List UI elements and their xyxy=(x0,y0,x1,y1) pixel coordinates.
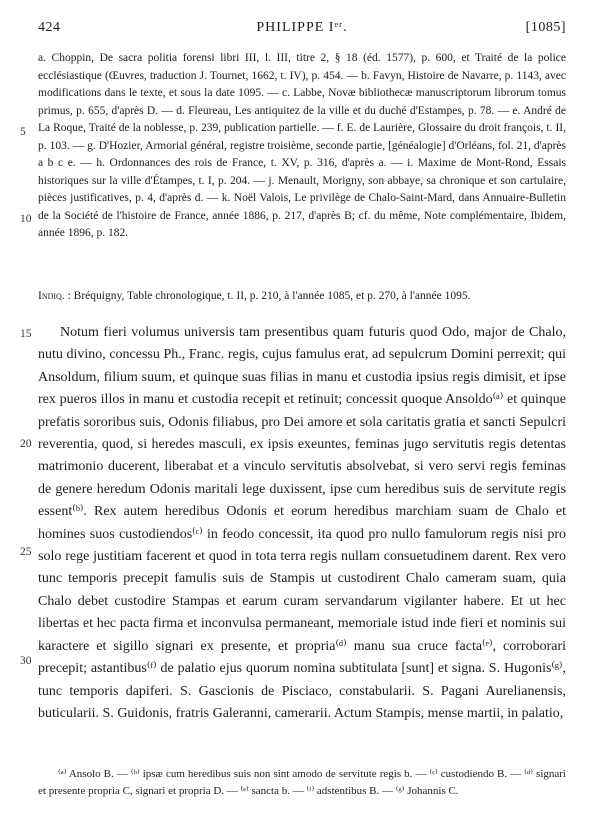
running-year: [1085] xyxy=(525,20,566,35)
indications xyxy=(38,288,566,305)
page-number: 424 xyxy=(38,20,61,35)
running-title: PHILIPPE Iᵉʳ. xyxy=(256,20,348,35)
indications-text: Bréquigny, Table chronologique, t. II, p. 210, à l'année 1085, et p. 270, à l'année 1095. xyxy=(70,290,471,302)
charter-text xyxy=(38,322,566,725)
indications-label: Indiq. : xyxy=(38,290,71,302)
indications-paragraph xyxy=(38,288,566,305)
apparatus-text: a. Choppin, De sacra politia forensi libri III, l. III, titre 2, § 18 (éd. 1577), p. 600, et Traité de la police ecclésiastique (Œuvres, traduction J. Tournet, 1662, t. IV), p. 454. — b. Favyn, Histoire de Navarre, p. 1143, avec modifications dans le texte, et sous la date 1095. — c. Labbe, Novæ bibliothecæ manuscriptorum librorum tomus primus, p. 655, d'après D. — d. Fleureau, Les antiquitez de la ville et du duché d'Estampes, p. 78. — e. André de La Roque, Traité de la noblesse, p. 239, publication partielle. — f. E. de Laurière, Glossaire du droit françois, t. II, p. 103. — g. D'Hozier, Armorial général, registre troisième, seconde partie, [généalogie] d'Orléans, fol. 21, d'après a b c e. — h. Ordonnances des rois de France, t. XV, p. 316, d'après a. — i. Maxime de Mont-Rond, Essais historiques sur la ville d'Étampes, t. I, p. 204. — j. Menault, Morigny, son abbaye, sa chronique et son cartulaire, pièces justificatives, p. 4, d'après d. — k. Noël Valois, Le privilège de Chalo-Saint-Mard, dans Annuaire-Bulletin de la Société de l'histoire de France, année 1886, p. 217, d'après B; cf. du même, Note complémentaire, Ibidem, année 1896, p. 182. xyxy=(38,52,566,239)
line-number: 20 xyxy=(20,438,32,450)
line-number: 10 xyxy=(20,213,32,225)
charter-paragraph: Notum fieri volumus universis tam presentibus quam futuris quod Odo, major de Chalo, nutu divino, concessu Ph., Franc. regis, cujus famulus erat, ad sepulcrum Domini perrexit; qui Ansoldum, filium suum, et quinque suas filias in manu et custodia ipsius regis dimisit, et ipse rex pueros illos in manu et custodia recepit et retinuit; concessit quoque Ansoldo⁽ᵃ⁾ et quinque prefatis sororibus suis, Odonis filiabus, pro Dei amore et sola caritatis gratia et sancti Sepulcri reverentia, quod, si heredes masculi, ex ipsis exeuntes, feminas jugo servitutis regis detentas matrimonio ducerent, liberabat et a vinculo servitutis absolvebat, si vero servi regis feminas de genere heredum Odonis maritali lege duxissent, ipse cum heredibus suis de servitute regis essent⁽ᵇ⁾. Rex autem heredibus Odonis et eorum heredibus marchiam suam de Chalo et homines suos custodiendos⁽ᶜ⁾ in feodo concessit, ita quod pro nullo famulorum regis nisi pro solo rege justitiam facerent et quod in tota terra regis nullam consuetudinem darent. Rex vero tunc temporis precepit famulis suis de Stampis ut custodirent Chalo cameram suam, quia Chalo debet custodire Stampas et earum curam servandarum vigilanter habere. Et ut hec libertas et hec pacta firma et inconvulsa permaneant, memoriale istud inde fieri et nominis sui karactere et sigillo signari ex presente, et propria⁽ᵈ⁾ manu sua cruce facta⁽ᵉ⁾, corroborari precepit; astantibus⁽ᶠ⁾ de palatio ejus quorum nomina subtitulata [sunt] et signa. S. Hugonis⁽ᵍ⁾, tunc temporis dapiferi. S. Gascionis de Pisciaco, constabularii. S. Pagani Aurelianensis, buticularii. S. Guidonis, fratris Galeranni, camerarii. Actum Stampis, mense martii, in palatio, xyxy=(38,325,566,721)
footnotes xyxy=(38,766,566,800)
page-header xyxy=(38,20,566,40)
line-number: 25 xyxy=(20,546,32,558)
line-number: 30 xyxy=(20,655,32,667)
source-apparatus xyxy=(38,50,566,243)
line-number: 5 xyxy=(20,126,26,138)
footnotes-text: ⁽ᵃ⁾ Ansolo B. — ⁽ᵇ⁾ ipsæ cum heredibus suis non sint amodo de servitute regis b. — ⁽ᶜ⁾ custodiendo B. — ⁽ᵈ⁾ signari et presente propria C, signari et propria D. — ⁽ᵉ⁾ sancta b. — ⁽ᶠ⁾ adstentibus B. — ⁽ᵍ⁾ Johannis C. xyxy=(38,768,566,797)
line-number: 15 xyxy=(20,328,32,340)
